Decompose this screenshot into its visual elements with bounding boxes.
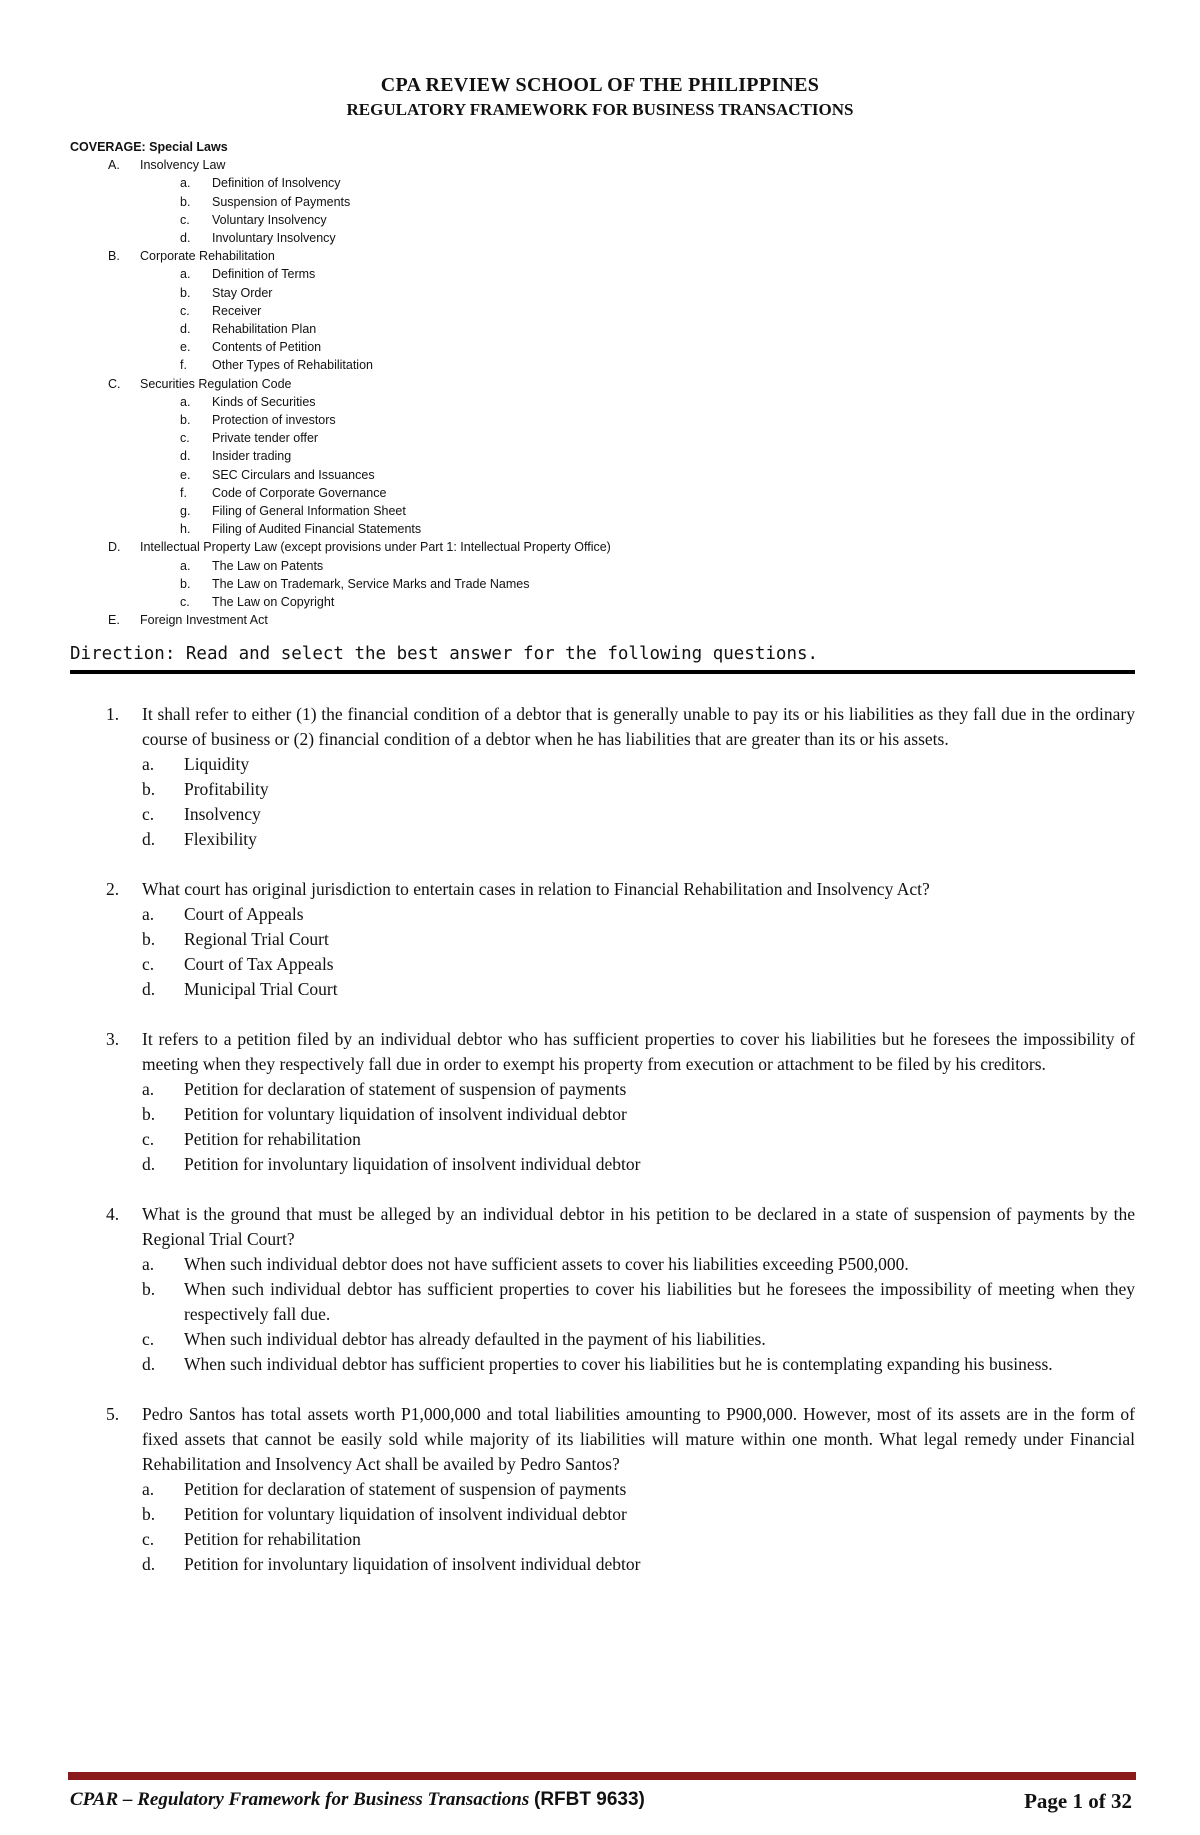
coverage-item-letter: a. bbox=[180, 558, 191, 573]
answer-option-text: When such individual debtor has sufficient properties to cover his liabilities but he is contemplating expanding his business. bbox=[184, 1354, 1053, 1374]
coverage-item bbox=[70, 174, 1130, 192]
question-item bbox=[70, 877, 1135, 1002]
coverage-item-text: Receiver bbox=[212, 303, 262, 318]
answer-option-letter: b. bbox=[142, 929, 156, 949]
coverage-item-letter: c. bbox=[180, 431, 190, 446]
question-item bbox=[70, 702, 1135, 852]
question-number: 4. bbox=[106, 1204, 120, 1224]
question-number: 2. bbox=[106, 879, 120, 899]
answer-option-letter: b. bbox=[142, 779, 156, 799]
answer-option bbox=[142, 952, 1135, 977]
answer-option-text: Petition for declaration of statement of suspension of payments bbox=[184, 1479, 627, 1499]
answer-option-letter: c. bbox=[142, 1129, 155, 1149]
answer-option-text: When such individual debtor does not have sufficient assets to cover his liabilities exceeding P500,000. bbox=[184, 1254, 909, 1274]
question-item bbox=[70, 1402, 1135, 1577]
answer-option-letter: d. bbox=[142, 1354, 156, 1374]
coverage-item-text: Code of Corporate Governance bbox=[212, 485, 387, 500]
answer-option-text: Petition for involuntary liquidation of insolvent individual debtor bbox=[184, 1154, 641, 1174]
coverage-item-text: Voluntary Insolvency bbox=[212, 212, 327, 227]
coverage-item bbox=[70, 575, 1130, 593]
coverage-item-text: Involuntary Insolvency bbox=[212, 231, 336, 246]
coverage-item-text: Contents of Petition bbox=[212, 340, 322, 355]
answer-option-text: Flexibility bbox=[184, 829, 257, 849]
question-list bbox=[70, 702, 1135, 1602]
footer-course-name: CPAR – Regulatory Framework for Business Transactions bbox=[70, 1789, 530, 1810]
answer-option bbox=[142, 1327, 1135, 1352]
answer-option bbox=[142, 752, 1135, 777]
coverage-item-text: Kinds of Securities bbox=[212, 394, 316, 409]
answer-option-letter: d. bbox=[142, 979, 156, 999]
question-number: 3. bbox=[106, 1029, 120, 1049]
answer-option bbox=[142, 1077, 1135, 1102]
answer-option-text: Liquidity bbox=[184, 754, 250, 774]
answer-option-letter: a. bbox=[142, 1079, 155, 1099]
answer-option-text: Petition for voluntary liquidation of insolvent individual debtor bbox=[184, 1504, 627, 1524]
answer-option-text: Regional Trial Court bbox=[184, 929, 329, 949]
coverage-item-text: Protection of investors bbox=[212, 413, 336, 428]
coverage-item-text: Definition of Terms bbox=[212, 267, 316, 282]
page-subtitle: REGULATORY FRAMEWORK FOR BUSINESS TRANSACTIONS bbox=[346, 100, 854, 119]
answer-option-letter: a. bbox=[142, 1254, 155, 1274]
answer-option-letter: b. bbox=[142, 1504, 156, 1524]
footer-rule bbox=[68, 1772, 1136, 1780]
coverage-item-text: The Law on Copyright bbox=[212, 595, 335, 610]
question-stem: Pedro Santos has total assets worth P1,000,000 and total liabilities amounting to P900,000. However, most of its assets are in the form of fixed assets that cannot be easily sold while majority of its liabilities will mature within one month. What legal remedy under Financial Rehabilitation and Insolvency Act shall be availed by Pedro Santos? bbox=[142, 1404, 1135, 1474]
coverage-item-letter: b. bbox=[180, 194, 191, 209]
answer-option-letter: c. bbox=[142, 1529, 155, 1549]
coverage-item bbox=[70, 284, 1130, 302]
question-number: 1. bbox=[106, 704, 120, 724]
coverage-item bbox=[70, 411, 1130, 429]
answer-option bbox=[142, 1252, 1135, 1277]
answer-option-letter: b. bbox=[142, 1104, 156, 1124]
question-item bbox=[70, 1202, 1135, 1377]
coverage-heading: COVERAGE: Special Laws bbox=[70, 140, 228, 154]
direction-text: Direction: Read and select the best answer for the following questions. bbox=[70, 644, 1135, 674]
coverage-item-text: Filing of Audited Financial Statements bbox=[212, 522, 422, 537]
coverage-item-text: The Law on Trademark, Service Marks and Trade Names bbox=[212, 576, 530, 591]
coverage-section-letter: C. bbox=[108, 376, 121, 391]
coverage-item bbox=[70, 520, 1130, 538]
coverage-item-letter: e. bbox=[180, 340, 191, 355]
coverage-item bbox=[70, 193, 1130, 211]
coverage-item-text: Filing of General Information Sheet bbox=[212, 504, 406, 519]
coverage-item bbox=[70, 593, 1130, 611]
coverage-section-title: Foreign Investment Act bbox=[140, 613, 268, 628]
coverage-outline bbox=[70, 138, 1130, 629]
answer-option-letter: a. bbox=[142, 754, 155, 774]
answer-option bbox=[142, 777, 1135, 802]
question-stem: It shall refer to either (1) the financial condition of a debtor that is generally unable to pay its or his liabilities as they fall due in the ordinary course of business or (2) financial condition of a debtor when he has liabilities that are greater than its or his assets. bbox=[142, 704, 1135, 749]
answer-option bbox=[142, 827, 1135, 852]
answer-option bbox=[142, 977, 1135, 1002]
question-number: 5. bbox=[106, 1404, 120, 1424]
question-stem: It refers to a petition filed by an individual debtor who has sufficient properties to cover his liabilities but he foresees the impossibility of meeting when they respectively fall due in order to exempt his property from execution or attachment to be filed by his creditors. bbox=[142, 1029, 1135, 1074]
coverage-section bbox=[70, 538, 1130, 556]
answer-option-letter: d. bbox=[142, 1554, 156, 1574]
coverage-item-text: Stay Order bbox=[212, 285, 273, 300]
answer-option-text: Insolvency bbox=[184, 804, 261, 824]
answer-option-letter: b. bbox=[142, 1279, 156, 1299]
coverage-item bbox=[70, 484, 1130, 502]
page-title: CPA REVIEW SCHOOL OF THE PHILIPPINES bbox=[380, 74, 820, 96]
coverage-item-text: Definition of Insolvency bbox=[212, 176, 341, 191]
answer-option bbox=[142, 1527, 1135, 1552]
coverage-item bbox=[70, 338, 1130, 356]
answer-option-text: Petition for declaration of statement of suspension of payments bbox=[184, 1079, 627, 1099]
answer-option-text: Petition for rehabilitation bbox=[184, 1529, 361, 1549]
page-number: Page 1 of 32 bbox=[1024, 1789, 1132, 1813]
coverage-item-text: Rehabilitation Plan bbox=[212, 322, 317, 337]
answer-option-text: When such individual debtor has sufficient properties to cover his liabilities but he foresees the impossibility of meeting when they respectively fall due. bbox=[184, 1279, 1135, 1324]
answer-option-text: Petition for involuntary liquidation of insolvent individual debtor bbox=[184, 1554, 641, 1574]
question-item bbox=[70, 1027, 1135, 1177]
coverage-item-letter: c. bbox=[180, 303, 190, 318]
coverage-item-letter: d. bbox=[180, 231, 191, 246]
question-stem: What court has original jurisdiction to entertain cases in relation to Financial Rehabilitation and Insolvency Act? bbox=[142, 879, 930, 899]
coverage-section-title: Securities Regulation Code bbox=[140, 376, 292, 391]
answer-option bbox=[142, 1552, 1135, 1577]
coverage-section-title: Intellectual Property Law (except provisions under Part 1: Intellectual Property Office) bbox=[140, 540, 611, 555]
answer-option-text: Petition for rehabilitation bbox=[184, 1129, 361, 1149]
coverage-item bbox=[70, 302, 1130, 320]
coverage-section bbox=[70, 247, 1130, 265]
coverage-item-letter: a. bbox=[180, 176, 191, 191]
answer-option bbox=[142, 1477, 1135, 1502]
coverage-section-letter: E. bbox=[108, 613, 120, 628]
coverage-item-letter: h. bbox=[180, 522, 191, 537]
answer-option bbox=[142, 1502, 1135, 1527]
answer-option bbox=[142, 802, 1135, 827]
answer-option-letter: a. bbox=[142, 904, 155, 924]
coverage-item-text: Other Types of Rehabilitation bbox=[212, 358, 373, 373]
coverage-item-letter: c. bbox=[180, 595, 190, 610]
answer-option bbox=[142, 1127, 1135, 1152]
answer-option-text: Court of Tax Appeals bbox=[184, 954, 334, 974]
answer-option bbox=[142, 1352, 1135, 1377]
footer-course-code: (RFBT 9633) bbox=[534, 1789, 645, 1810]
coverage-item-letter: d. bbox=[180, 449, 191, 464]
coverage-item-letter: f. bbox=[180, 485, 187, 500]
coverage-item bbox=[70, 429, 1130, 447]
answer-option bbox=[142, 927, 1135, 952]
answer-option bbox=[142, 1277, 1135, 1327]
coverage-item-letter: b. bbox=[180, 576, 191, 591]
footer-course bbox=[70, 1789, 645, 1811]
coverage-item-text: Insider trading bbox=[212, 449, 292, 464]
answer-option-letter: c. bbox=[142, 954, 155, 974]
coverage-section bbox=[70, 375, 1130, 393]
coverage-item-letter: c. bbox=[180, 212, 190, 227]
coverage-item bbox=[70, 211, 1130, 229]
coverage-section-letter: B. bbox=[108, 249, 120, 264]
coverage-item-letter: a. bbox=[180, 394, 191, 409]
coverage-item bbox=[70, 393, 1130, 411]
answer-option-letter: c. bbox=[142, 804, 155, 824]
coverage-section bbox=[70, 611, 1130, 629]
coverage-section-letter: D. bbox=[108, 540, 121, 555]
coverage-item-letter: e. bbox=[180, 467, 191, 482]
answer-option bbox=[142, 1102, 1135, 1127]
question-stem: What is the ground that must be alleged by an individual debtor in his petition to be declared in a state of suspension of payments by the Regional Trial Court? bbox=[142, 1204, 1135, 1249]
page-footer bbox=[70, 1789, 1132, 1817]
answer-option-letter: d. bbox=[142, 829, 156, 849]
answer-option-letter: c. bbox=[142, 1329, 155, 1349]
coverage-item bbox=[70, 229, 1130, 247]
coverage-item bbox=[70, 502, 1130, 520]
answer-option bbox=[142, 1152, 1135, 1177]
answer-option-text: Petition for voluntary liquidation of insolvent individual debtor bbox=[184, 1104, 627, 1124]
coverage-item bbox=[70, 557, 1130, 575]
answer-option-letter: a. bbox=[142, 1479, 155, 1499]
coverage-item bbox=[70, 320, 1130, 338]
coverage-item-letter: a. bbox=[180, 267, 191, 282]
answer-option bbox=[142, 902, 1135, 927]
coverage-item-text: The Law on Patents bbox=[212, 558, 324, 573]
answer-option-letter: d. bbox=[142, 1154, 156, 1174]
answer-option-text: Court of Appeals bbox=[184, 904, 304, 924]
coverage-section-title: Corporate Rehabilitation bbox=[140, 249, 275, 264]
coverage-item-letter: f. bbox=[180, 358, 187, 373]
coverage-item-text: SEC Circulars and Issuances bbox=[212, 467, 375, 482]
coverage-list bbox=[70, 156, 1130, 629]
coverage-item bbox=[70, 265, 1130, 283]
coverage-item-letter: b. bbox=[180, 285, 191, 300]
coverage-item-letter: g. bbox=[180, 504, 191, 519]
coverage-item-letter: b. bbox=[180, 413, 191, 428]
coverage-item-letter: d. bbox=[180, 322, 191, 337]
coverage-item-text: Suspension of Payments bbox=[212, 194, 351, 209]
coverage-item bbox=[70, 356, 1130, 374]
answer-option-text: When such individual debtor has already defaulted in the payment of his liabilities. bbox=[184, 1329, 766, 1349]
answer-option-text: Profitability bbox=[184, 779, 269, 799]
coverage-section-title: Insolvency Law bbox=[140, 158, 226, 173]
coverage-section bbox=[70, 156, 1130, 174]
answer-option-text: Municipal Trial Court bbox=[184, 979, 338, 999]
coverage-item-text: Private tender offer bbox=[212, 431, 319, 446]
coverage-item bbox=[70, 466, 1130, 484]
coverage-item bbox=[70, 447, 1130, 465]
coverage-section-letter: A. bbox=[108, 158, 120, 173]
